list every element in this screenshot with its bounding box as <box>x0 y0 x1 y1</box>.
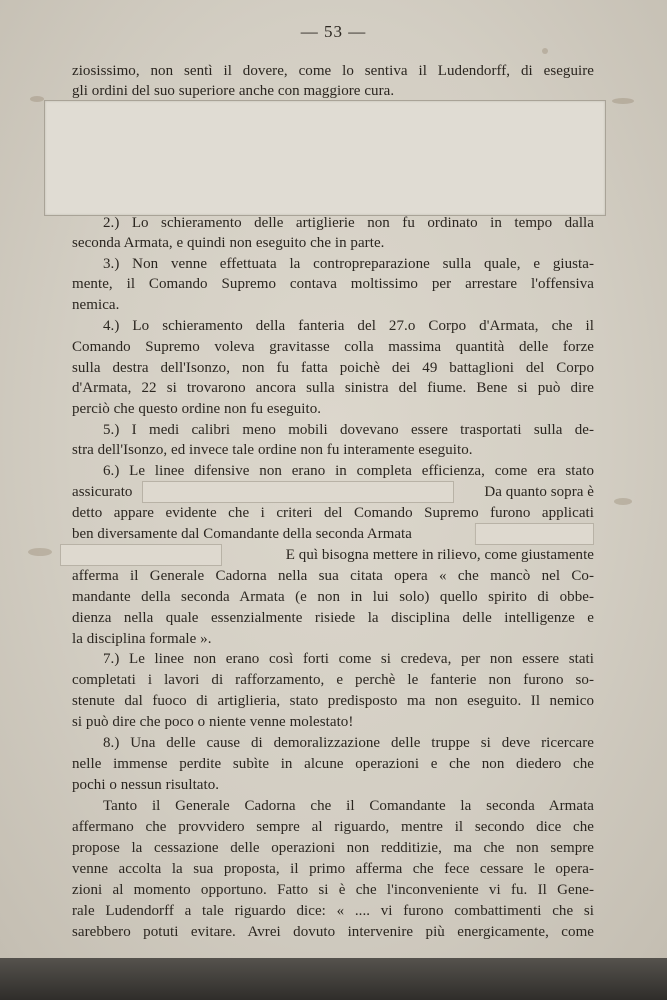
text-line: stenute dal fuoco di artiglieria, stato predisposto ma non eseguito. Il nemico <box>72 693 594 709</box>
text-line: rale Ludendorff a tale riguardo dice: « .... vi furono combattimenti che si <box>72 903 594 919</box>
text-line: 5.) I medi calibri meno mobili dovevano essere trasportati sulla de- <box>103 422 594 438</box>
text-line: gli ordini del suo superiore anche con maggiore cura. <box>72 83 395 99</box>
text-line: 4.) Lo schieramento della fanteria del 27.o Corpo d'Armata, che il <box>103 318 594 334</box>
text-line: si può dire che poco o niente venne molestato! <box>72 714 354 730</box>
text-line: pochi o nessun risultato. <box>72 777 220 793</box>
text-line: 7.) Le linee non erano così forti come si credeva, per non essere stati <box>103 651 594 667</box>
text-line: ziosissimo, non sentì il dovere, come lo sentiva il Ludendorff, di eseguire <box>72 63 594 79</box>
text-line: completati i lavori di rafforzamento, e perchè le fanterie non furono so- <box>72 672 594 688</box>
text-line: sarebbero potuti evitare. Avrei dovuto intervenire più energicamente, come <box>72 924 594 940</box>
text-line-with-blank <box>72 523 594 545</box>
paper-stain <box>542 48 548 54</box>
text-line: afferma il Generale Cadorna nella sua citata opera « che mancò nel Co- <box>72 568 594 584</box>
text-line: sulla destra dell'Isonzo, non fu fatta poichè dei 49 battaglioni del Corpo <box>72 360 594 376</box>
text-line: venne accolta la sua proposta, il primo afferma che fece cessare le opera- <box>72 861 594 877</box>
text-line: dienza nella quale essenzialmente risiede la disciplina delle intelligenze e <box>72 610 594 626</box>
text-line: mente, il Comando Supremo contava moltissimo per arrestare l'offensiva <box>72 276 594 292</box>
text-segment: E quì bisogna mettere in rilievo, come giustamente <box>285 547 594 563</box>
redacted-blank <box>475 523 594 545</box>
text-line: 8.) Una delle cause di demoralizzazione delle truppe si deve ricercare <box>103 735 594 751</box>
text-line: propose la cessazione delle operazioni non redditizie, ma che non sempre <box>72 840 594 856</box>
text-line: Comando Supremo voleva gravitasse colla massima quantità delle forze <box>72 339 594 355</box>
text-line: d'Armata, 22 si trovarono ancora sulla sinistra del fiume. Bene si può dire <box>72 380 594 396</box>
text-line-with-blank <box>72 544 594 566</box>
text-line: seconda Armata, e quindi non eseguito che in parte. <box>72 235 385 251</box>
text-line: la disciplina formale ». <box>72 631 212 647</box>
text-line: perciò che questo ordine non fu eseguito. <box>72 401 322 417</box>
text-line: 2.) Lo schieramento delle artiglierie non fu ordinato in tempo dalla <box>103 215 594 231</box>
text-line: stra dell'Isonzo, ed invece tale ordine non fu interamente eseguito. <box>72 442 473 458</box>
text-line: affermano che provvidero sempre al riguardo, mentre il secondo dice che <box>72 819 594 835</box>
redacted-blank <box>142 481 454 503</box>
text-line: mandante della seconda Armata (e non in lui solo) quello spirito di obbe- <box>72 589 594 605</box>
text-line-with-blank <box>72 481 594 503</box>
text-segment: Da quanto sopra è <box>484 484 594 500</box>
paper-stain <box>30 96 44 102</box>
text-line: 6.) Le linee difensive non erano in completa efficienza, come era stato <box>103 463 594 479</box>
text-segment: assicurato <box>72 484 133 500</box>
paper-stain <box>28 548 52 556</box>
text-line: nemica. <box>72 297 120 313</box>
text-line: Tanto il Generale Cadorna che il Comandante la seconda Armata <box>103 798 594 814</box>
page-number: — 53 — <box>300 22 367 41</box>
text-line: nelle immense perdite subìte in alcune operazioni e che non diedero che <box>72 756 594 772</box>
paper-stain <box>612 98 634 104</box>
background-surface <box>0 958 667 1000</box>
redacted-blank <box>60 544 222 566</box>
text-line: 3.) Non venne effettuata la contropreparazione sulla quale, e giusta- <box>103 256 594 272</box>
text-line: zioni al momento opportuno. Fatto si è che l'inconveniente vi fu. Il Gene- <box>72 882 594 898</box>
redacted-block <box>44 100 606 216</box>
text-line: detto appare evidente che i criteri del Comando Supremo furono applicati <box>72 505 594 521</box>
paper-stain <box>614 498 632 505</box>
text-segment: ben diversamente dal Comandante della seconda Armata <box>72 526 412 542</box>
